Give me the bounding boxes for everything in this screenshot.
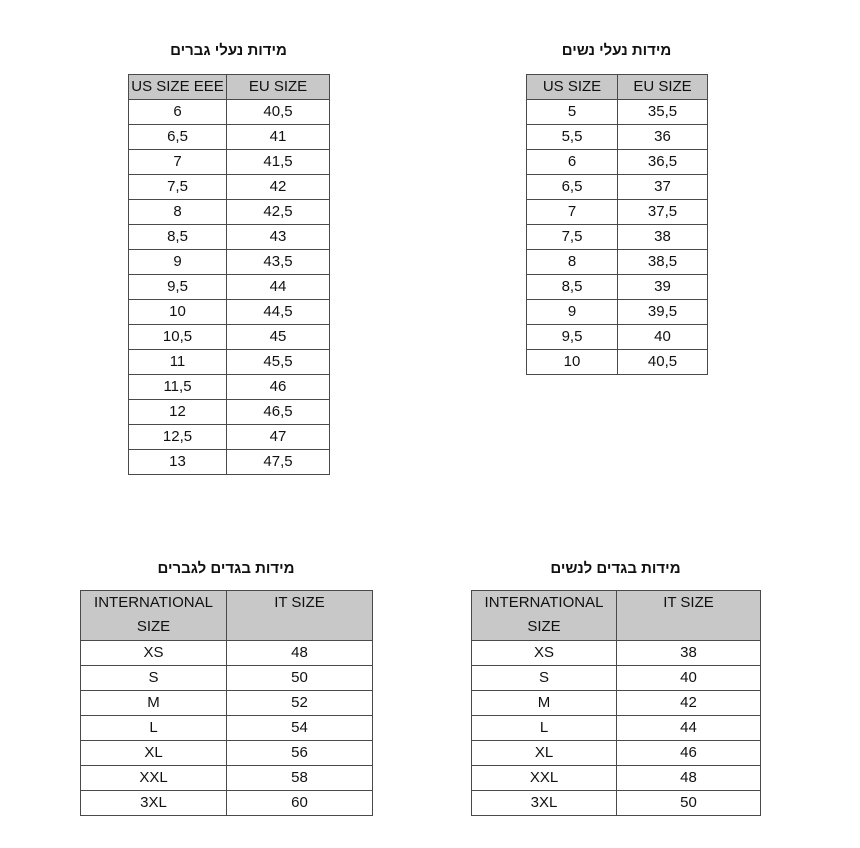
column-header: IT SIZE <box>227 591 373 641</box>
table-row <box>129 275 330 300</box>
size-cell: 7 <box>129 150 227 175</box>
women-shoe-size-title: מידות נעלי נשים <box>561 42 672 59</box>
table-row <box>129 225 330 250</box>
women-shoe-size-table <box>526 74 708 375</box>
size-cell: 13 <box>129 450 227 475</box>
converted-size-cell: 44 <box>617 716 761 741</box>
size-cell: S <box>81 666 227 691</box>
column-header: IT SIZE <box>617 591 761 641</box>
size-cell: 8,5 <box>129 225 227 250</box>
table-row <box>129 375 330 400</box>
table-row <box>527 100 708 125</box>
size-cell: 6 <box>527 150 618 175</box>
size-cell: 10 <box>527 350 618 375</box>
converted-size-cell: 41 <box>227 125 330 150</box>
table-row <box>81 641 373 666</box>
women-clothing-size-title: מידות בגדים לנשים <box>550 560 681 577</box>
converted-size-cell: 42 <box>227 175 330 200</box>
table-row <box>129 450 330 475</box>
converted-size-cell: 54 <box>227 716 373 741</box>
table-row <box>81 691 373 716</box>
converted-size-cell: 60 <box>227 791 373 816</box>
converted-size-cell: 44,5 <box>227 300 330 325</box>
table-row <box>129 250 330 275</box>
size-cell: 9,5 <box>527 325 618 350</box>
converted-size-cell: 37,5 <box>618 200 708 225</box>
converted-size-cell: 43,5 <box>227 250 330 275</box>
table-row <box>527 150 708 175</box>
converted-size-cell: 47,5 <box>227 450 330 475</box>
size-cell: 9,5 <box>129 275 227 300</box>
size-cell: 5 <box>527 100 618 125</box>
column-header: INTERNATIONAL SIZE <box>81 591 227 641</box>
table-row <box>527 225 708 250</box>
size-cell: 10,5 <box>129 325 227 350</box>
converted-size-cell: 46 <box>227 375 330 400</box>
men-clothing-size-chart <box>80 560 372 818</box>
table-row <box>129 125 330 150</box>
table-row <box>129 175 330 200</box>
converted-size-cell: 36 <box>618 125 708 150</box>
converted-size-cell: 38 <box>617 641 761 666</box>
size-cell: 5,5 <box>527 125 618 150</box>
size-cell: M <box>472 691 617 716</box>
converted-size-cell: 50 <box>227 666 373 691</box>
converted-size-cell: 52 <box>227 691 373 716</box>
converted-size-cell: 45,5 <box>227 350 330 375</box>
women-clothing-size-chart <box>471 560 760 816</box>
converted-size-cell: 40 <box>617 666 761 691</box>
size-cell: L <box>81 716 227 741</box>
column-header: EU SIZE <box>227 75 330 100</box>
men-shoe-size-table <box>128 74 330 475</box>
table-row <box>129 100 330 125</box>
size-cell: M <box>81 691 227 716</box>
size-cell: XL <box>81 741 227 766</box>
table-row <box>129 150 330 175</box>
converted-size-cell: 35,5 <box>618 100 708 125</box>
converted-size-cell: 42 <box>617 691 761 716</box>
converted-size-cell: 40,5 <box>227 100 330 125</box>
size-cell: 12,5 <box>129 425 227 450</box>
size-cell: 7,5 <box>129 175 227 200</box>
table-row <box>472 666 761 691</box>
size-cell: S <box>472 666 617 691</box>
table-row <box>129 400 330 425</box>
converted-size-cell: 42,5 <box>227 200 330 225</box>
table-row <box>527 275 708 300</box>
size-cell: 6 <box>129 100 227 125</box>
men-shoe-size-chart <box>128 42 329 470</box>
size-cell: 7,5 <box>527 225 618 250</box>
converted-size-cell: 38,5 <box>618 250 708 275</box>
converted-size-cell: 39,5 <box>618 300 708 325</box>
size-cell: XXL <box>81 766 227 791</box>
converted-size-cell: 40,5 <box>618 350 708 375</box>
table-header-row <box>129 75 330 100</box>
size-cell: XS <box>472 641 617 666</box>
column-header: US SIZE EEE <box>129 75 227 100</box>
size-cell: 9 <box>129 250 227 275</box>
table-row <box>527 125 708 150</box>
table-row <box>81 666 373 691</box>
women-shoe-size-chart <box>526 42 707 372</box>
converted-size-cell: 39 <box>618 275 708 300</box>
table-row <box>81 716 373 741</box>
size-cell: 8,5 <box>527 275 618 300</box>
size-cell: 9 <box>527 300 618 325</box>
converted-size-cell: 46,5 <box>227 400 330 425</box>
size-cell: 11 <box>129 350 227 375</box>
men-clothing-size-title: מידות בגדים לגברים <box>157 560 295 577</box>
size-cell: 3XL <box>81 791 227 816</box>
table-row <box>527 300 708 325</box>
table-row <box>472 691 761 716</box>
women-clothing-size-table <box>471 590 761 816</box>
table-row <box>472 641 761 666</box>
table-row <box>527 175 708 200</box>
size-cell: XXL <box>472 766 617 791</box>
size-cell: 3XL <box>472 791 617 816</box>
table-row <box>472 741 761 766</box>
table-row <box>527 325 708 350</box>
converted-size-cell: 50 <box>617 791 761 816</box>
size-cell: L <box>472 716 617 741</box>
table-row <box>129 425 330 450</box>
converted-size-cell: 44 <box>227 275 330 300</box>
table-row <box>527 200 708 225</box>
size-cell: 11,5 <box>129 375 227 400</box>
column-header: US SIZE <box>527 75 618 100</box>
column-header: EU SIZE <box>618 75 708 100</box>
size-cell: 10 <box>129 300 227 325</box>
size-cell: 7 <box>527 200 618 225</box>
men-shoe-size-title: מידות נעלי גברים <box>170 42 287 59</box>
table-row <box>81 766 373 791</box>
size-cell: 8 <box>129 200 227 225</box>
table-row <box>472 791 761 816</box>
men-clothing-size-table <box>80 590 373 816</box>
converted-size-cell: 48 <box>617 766 761 791</box>
size-cell: XS <box>81 641 227 666</box>
table-header-row <box>472 591 761 641</box>
table-row <box>129 350 330 375</box>
table-row <box>527 250 708 275</box>
converted-size-cell: 43 <box>227 225 330 250</box>
converted-size-cell: 36,5 <box>618 150 708 175</box>
table-row <box>472 716 761 741</box>
table-row <box>81 791 373 816</box>
converted-size-cell: 45 <box>227 325 330 350</box>
converted-size-cell: 46 <box>617 741 761 766</box>
table-row <box>129 325 330 350</box>
converted-size-cell: 48 <box>227 641 373 666</box>
converted-size-cell: 38 <box>618 225 708 250</box>
column-header: INTERNATIONAL SIZE <box>472 591 617 641</box>
converted-size-cell: 40 <box>618 325 708 350</box>
converted-size-cell: 56 <box>227 741 373 766</box>
table-row <box>129 200 330 225</box>
size-cell: 12 <box>129 400 227 425</box>
size-cell: 6,5 <box>129 125 227 150</box>
size-cell: XL <box>472 741 617 766</box>
converted-size-cell: 37 <box>618 175 708 200</box>
table-row <box>81 741 373 766</box>
table-header-row <box>81 591 373 641</box>
table-row <box>527 350 708 375</box>
converted-size-cell: 58 <box>227 766 373 791</box>
table-row <box>129 300 330 325</box>
size-cell: 6,5 <box>527 175 618 200</box>
table-header-row <box>527 75 708 100</box>
table-row <box>472 766 761 791</box>
size-cell: 8 <box>527 250 618 275</box>
converted-size-cell: 47 <box>227 425 330 450</box>
converted-size-cell: 41,5 <box>227 150 330 175</box>
